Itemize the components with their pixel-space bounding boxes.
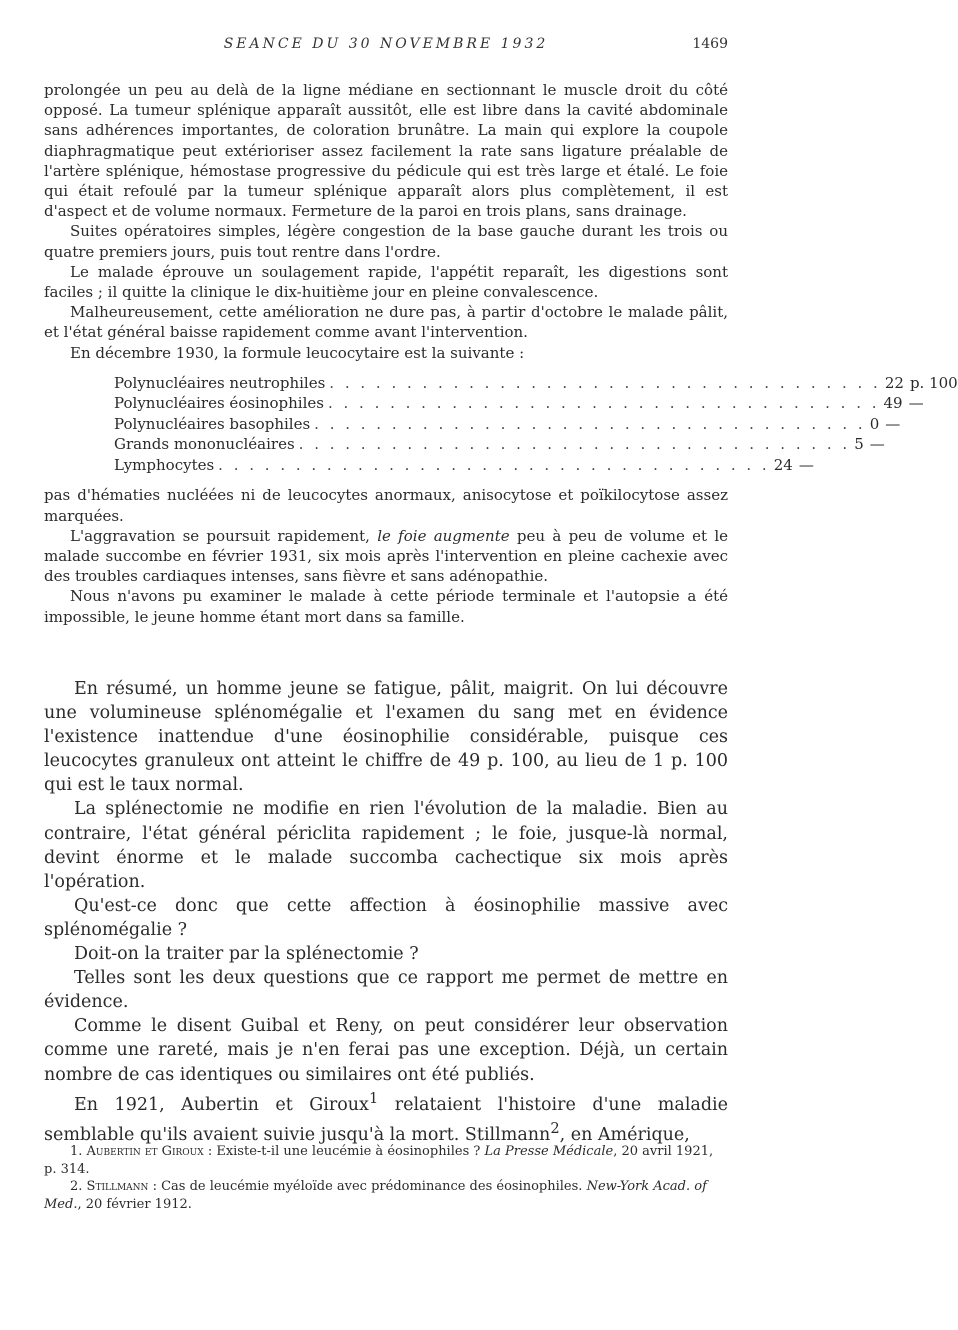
formula-cell-type: Polynucléaires basophiles <box>114 414 311 433</box>
paragraph-questions: Telles sont les deux questions que ce rapport me permet de mettre en évidence. <box>44 968 728 1013</box>
paragraph-question-1: Qu'est-ce donc que cette affection à éosinophilie massive avec splénomégalie ? <box>44 895 728 940</box>
paragraph-question-2: Doit-on la traiter par la splénectomie ? <box>74 944 419 965</box>
footnote-authors: Aubertin et Giroux <box>86 1144 204 1159</box>
leader-dots: . . . . . . . . . . . . . . . . . . . . . . . . . . . . . . . . . . . . <box>329 373 881 392</box>
formula-cell-type: Polynucléaires neutrophiles <box>114 373 326 392</box>
case-report-continuation <box>44 80 958 627</box>
formula-value: 49 <box>883 394 903 413</box>
footnote-authors: Stillmann <box>86 1179 149 1194</box>
footnote-ref-1[interactable]: 1 <box>368 1089 379 1107</box>
formula-unit: — <box>798 455 814 474</box>
paragraph-formula-intro: En décembre 1930, la formule leucocytaire est la suivante : <box>70 343 525 362</box>
formula-row <box>114 414 901 435</box>
page-header <box>44 36 728 56</box>
paragraph-postoperative: Suites opératoires simples, légère congestion de la base gauche durant les trois ou quatre premiers jours, puis tout rentre dans l'ordre. <box>44 222 728 261</box>
running-head: SEANCE DU 30 NOVEMBRE 1932 <box>223 36 549 52</box>
footnote-ref-2[interactable]: 2 <box>550 1119 560 1137</box>
journal-title: New-York Acad. of Med. <box>44 1179 707 1212</box>
leader-dots: . . . . . . . . . . . . . . . . . . . . . . . . . . . . . . . . . . . . <box>327 394 880 413</box>
formula-row <box>114 393 924 414</box>
formula-unit: p. 100 <box>909 373 958 392</box>
formula-unit: — <box>908 394 924 413</box>
footnotes <box>44 1143 728 1213</box>
paragraph-blood-smear: pas d'hématies nucléées ni de leucocytes anormaux, anisocytose et poïkilocytose assez marquées. <box>44 486 728 525</box>
paragraph-splenectomy: La splénectomie ne modifie en rien l'évolution de la maladie. Bien au contraire, l'état général périclita rapidement ; le foie, jusque-là normal, devint énorme et le malade succomba cachectique six mois après l'opération. <box>44 799 728 892</box>
leader-dots: . . . . . . . . . . . . . . . . . . . . . . . . . . . . . . . . . . . . <box>298 435 851 454</box>
formula-unit: — <box>869 435 885 454</box>
paragraph-no-autopsy: Nous n'avons pu examiner le malade à cette période terminale et l'autopsie a été impossible, le jeune homme étant mort dans sa famille. <box>44 587 728 626</box>
formula-value: 5 <box>854 435 864 454</box>
journal-title: La Presse Médicale <box>484 1144 614 1159</box>
paragraph-relapse: Malheureusement, cette amélioration ne dure pas, à partir d'octobre le malade pâlit, et l'état général baisse rapidement comme avant l'intervention. <box>44 303 728 342</box>
formula-cell-type: Grands mononucléaires <box>114 435 295 454</box>
paragraph-rarity: Comme le disent Guibal et Reny, on peut considérer leur observation comme une rareté, mais je n'en ferai pas une exception. Déjà, un certain nombre de cas identiques ou similaires ont été publiés. <box>44 1016 728 1085</box>
formula-value: 22 <box>884 373 904 392</box>
paragraph-literature: En 1921, Aubertin et Giroux$^1$ relataient l'histoire d'une maladie semblable qu'ils avaient suivie jusqu'à la mort. Stillmann$^2$, en Amérique, <box>44 1089 729 1145</box>
formula-value: 0 <box>869 414 880 433</box>
paragraph-operation: prolongée un peu au delà de la ligne médiane en sectionnant le muscle droit du côté opposé. La tumeur splénique apparaît aussitôt, elle est libre dans la cavité abdominale sans adhérences importantes, de coloration brunâtre. La main qui explore la coupole diaphragmatique peut extérioriser assez facilement la rate sans ligature préalable de l'artère splénique, hémostase progressive du pédicule qui est très large et étalé. Le foie qui était refoulé par la tumeur splénique apparaît alors plus complètement, il est d'aspect et de volume normaux. Fermeture de la paroi en trois plans, sans drainage. <box>44 81 728 221</box>
formula-row <box>114 455 814 476</box>
emphasis-liver-enlarges: le foie augmente <box>377 526 510 545</box>
formula-row <box>114 373 958 394</box>
footnote-2: 2. Stillmann : Cas de leucémie myéloïde avec prédominance des éosinophiles. New-York Acad. of Med., 20 février 1912. <box>44 1179 707 1212</box>
formula-unit: — <box>885 414 901 433</box>
paragraph-aggravation: L'aggravation se poursuit rapidement, le foie augmente peu à peu de volume et le malade succombe en février 1931, six mois après l'intervention en pleine cachexie avec des troubles cardiaques intenses, sans fièvre et sans adénopathie. <box>44 526 728 586</box>
paragraph-relief: Le malade éprouve un soulagement rapide, l'appétit reparaît, les digestions sont faciles ; il quitte la clinique le dix-huitième jour en pleine convalescence. <box>44 262 728 302</box>
leucocyte-formula-table <box>114 373 958 476</box>
paragraph-summary: En résumé, un homme jeune se fatigue, pâlit, maigrit. On lui découvre une volumineuse splénomégalie et l'examen du sang met en évidence l'existence inattendue d'une éosinophilie considérable, puisque ces leucocytes granuleux ont atteint le chiffre de 49 p. 100, au lieu de 1 p. 100 qui est le taux normal. <box>44 679 728 796</box>
formula-row <box>114 434 885 455</box>
formula-cell-type: Lymphocytes <box>114 455 215 474</box>
leader-dots: . . . . . . . . . . . . . . . . . . . . . . . . . . . . . . . . . . . . <box>218 455 770 474</box>
report-discussion <box>44 677 728 1146</box>
leader-dots: . . . . . . . . . . . . . . . . . . . . . . . . . . . . . . . . . . . . <box>314 414 866 433</box>
page-number: 1469 <box>692 36 728 52</box>
formula-cell-type: Polynucléaires éosinophiles <box>114 394 324 413</box>
formula-value: 24 <box>773 455 793 474</box>
footnote-1: 1. Aubertin et Giroux : Existe-t-il une leucémie à éosinophiles ? La Presse Médicale, 20 avril 1921, p. 314. <box>44 1144 714 1177</box>
